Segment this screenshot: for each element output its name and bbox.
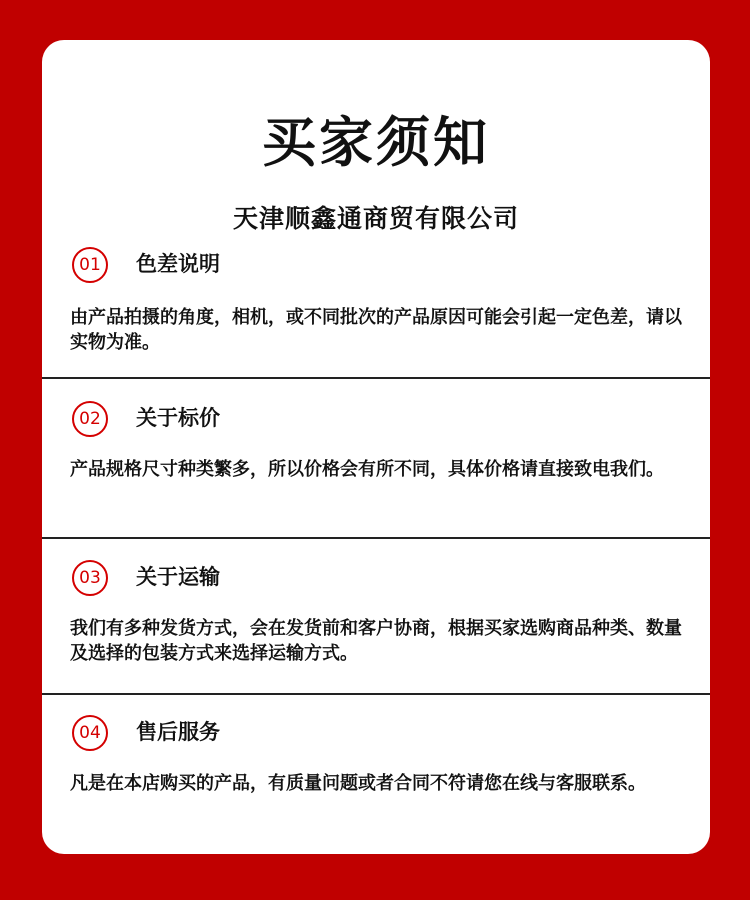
section-number-badge: 03 [72, 560, 108, 596]
section-heading: 色差说明 [136, 252, 220, 276]
company-name: 天津顺鑫通商贸有限公司 [232, 204, 519, 233]
section-number-badge: 01 [72, 247, 108, 283]
section-number-badge: 02 [72, 401, 108, 437]
section-text: 产品规格尺寸种类繁多，所以价格会有所不同，具体价格请直接致电我们。 [70, 459, 664, 480]
page-title: 买家须知 [262, 111, 490, 174]
section-divider [42, 693, 710, 695]
section-divider [42, 537, 710, 539]
section-text: 凡是在本店购买的产品，有质量问题或者合同不符请您在线与客服联系。 [70, 773, 646, 794]
section-number-badge: 04 [72, 715, 108, 751]
section-heading: 关于标价 [136, 406, 220, 430]
section-divider [42, 377, 710, 379]
section-heading: 关于运输 [136, 565, 220, 589]
section-text: 由产品拍摄的角度，相机，或不同批次的产品原因可能会引起一定色差，请以实物为准。 [70, 307, 682, 353]
section-heading: 售后服务 [136, 720, 220, 744]
notice-card [42, 40, 710, 854]
section-text: 我们有多种发货方式，会在发货前和客户协商，根据买家选购商品种类、数量及选择的包装方式来选择运输方式。 [70, 618, 682, 664]
